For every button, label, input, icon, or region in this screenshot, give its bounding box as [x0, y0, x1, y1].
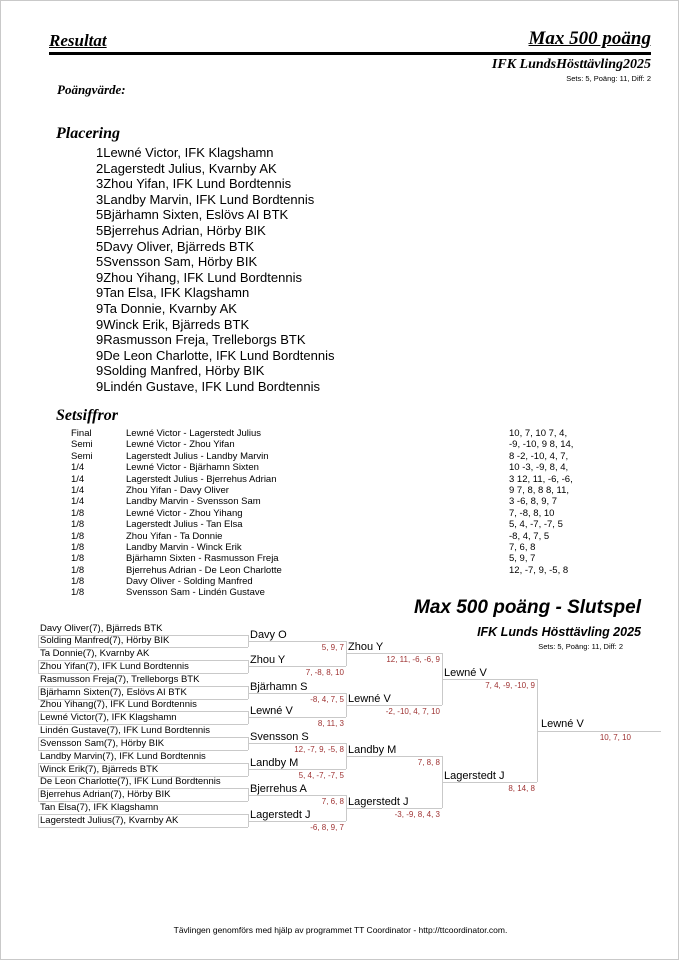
bracket-player: Zhou Yifan(7), IFK Lund Bordtennis — [40, 661, 189, 672]
placement-row — [96, 301, 335, 317]
match-score: 10, 7, 10 7, 4, — [509, 428, 568, 439]
placement-row — [96, 192, 335, 208]
match-score: 12, -7, 9, -5, 8 — [509, 564, 569, 576]
set-score-row — [71, 508, 631, 519]
bracket-winner: Lagerstedt J — [444, 770, 505, 782]
placement-player: De Leon Charlotte, IFK Lund Bordtennis — [103, 347, 335, 363]
bracket-score: 8, 14, 8 — [508, 784, 535, 793]
set-score-row — [71, 519, 631, 530]
bracket-connector — [38, 660, 39, 673]
bracket-connector — [346, 808, 442, 809]
bracket-connector — [346, 653, 442, 654]
placement-rank: 3 — [96, 176, 104, 192]
bracket-score: 7, 6, 8 — [321, 797, 344, 806]
placement-row — [96, 363, 335, 379]
placement-player: Davy Oliver, Bjärreds BTK — [103, 238, 255, 254]
placement-rank: 9 — [96, 347, 104, 363]
tournament-subtitle: IFK LundsHösttävling2025 — [491, 57, 651, 72]
match-score: 3 -6, 8, 9, 7 — [509, 496, 558, 508]
placement-row — [96, 239, 335, 255]
header-rule — [49, 52, 651, 55]
bracket-winner: Lewné V — [250, 705, 293, 717]
placement-player: Bjerrehus Adrian, Hörby BIK — [103, 222, 266, 238]
match-players: Bjärhamn Sixten - Rasmusson Freja — [126, 553, 279, 565]
placement-player: Lindén Gustave, IFK Lund Bordtennis — [103, 378, 321, 394]
placement-player: Ta Donnie, Kvarnby AK — [103, 300, 237, 316]
placement-player: Svensson Sam, Hörby BIK — [103, 254, 258, 270]
placement-player: Zhou Yihang, IFK Lund Bordtennis — [103, 269, 302, 285]
bracket-player: Davy Oliver(7), Bjärreds BTK — [40, 623, 163, 634]
round-label: 1/8 — [71, 564, 85, 576]
placement-row — [96, 161, 335, 177]
round-label: 1/8 — [71, 541, 85, 553]
bracket-connector — [248, 666, 346, 667]
bracket-player: Bjärhamn Sixten(7), Eslövs AI BTK — [40, 687, 187, 698]
match-score: -8, 4, 7, 5 — [509, 530, 550, 542]
placement-player: Landby Marvin, IFK Lund Bordtennis — [103, 191, 315, 207]
bracket-player: Rasmusson Freja(7), Trelleborgs BTK — [40, 674, 200, 685]
bracket-player: Tan Elsa(7), IFK Klagshamn — [40, 802, 159, 813]
match-players: Lewné Victor - Zhou Yifan — [126, 439, 235, 451]
match-score: 5, 4, -7, -7, 5 — [509, 519, 563, 531]
placement-player: Tan Elsa, IFK Klagshamn — [103, 285, 250, 301]
placement-row — [96, 207, 335, 223]
bracket-player: Svensson Sam(7), Hörby BIK — [40, 738, 165, 749]
match-score: 7, 6, 8 — [509, 541, 536, 553]
match-players: Zhou Yifan - Ta Donnie — [126, 530, 223, 542]
round-label: 1/4 — [71, 462, 85, 474]
footer-credit: Tävlingen genomförs med hjälp av programmet TT Coordinator - http://ttcoordinator.com. — [173, 925, 508, 935]
match-players: Landby Marvin - Winck Erik — [126, 541, 242, 553]
bracket-connector — [346, 705, 442, 706]
bracket-winner: Lagerstedt J — [348, 796, 409, 808]
match-score: 10 -3, -9, 8, 4, — [509, 462, 569, 474]
set-scores-table — [71, 428, 631, 599]
bracket-winner: Landby M — [348, 744, 397, 756]
bracket-player: Bjerrehus Adrian(7), Hörby BIK — [40, 789, 171, 800]
bracket-score: 7, -8, 8, 10 — [305, 668, 344, 677]
bracket-winner: Lewné V — [444, 667, 487, 679]
bracket-connector — [38, 827, 248, 828]
placement-player: Lagerstedt Julius, Kvarnby AK — [103, 160, 277, 176]
set-score-row — [71, 576, 631, 587]
bracket-score: 8, 11, 3 — [317, 719, 344, 728]
placement-rank: 2 — [96, 160, 104, 176]
match-players: Lagerstedt Julius - Landby Marvin — [126, 450, 269, 462]
placement-rank: 5 — [96, 222, 104, 238]
bracket-match-rules: Sets: 5, Poäng: 11, Diff: 2 — [538, 642, 623, 651]
match-score: 9 7, 8, 8 8, 11, — [509, 484, 570, 496]
match-score: 8 -2, -10, 4, 7, — [509, 450, 569, 462]
setsiffror-heading: Setsiffror — [56, 407, 118, 424]
match-score — [509, 576, 631, 587]
placement-row — [96, 254, 335, 270]
bracket-champion: Lewné V — [541, 718, 584, 730]
bracket-player: De Leon Charlotte(7), IFK Lund Bordtennis — [40, 776, 221, 787]
set-score-row — [71, 439, 631, 450]
placement-row — [96, 379, 335, 395]
set-score-row — [71, 485, 631, 496]
placement-rank: 9 — [96, 269, 104, 285]
bracket-score: 5, 9, 7 — [321, 643, 344, 652]
bracket-score: 7, 4, -9, -10, 9 — [485, 681, 535, 690]
bracket-winner: Bjärhamn S — [250, 681, 308, 693]
round-label: 1/8 — [71, 553, 85, 565]
bracket-score: -8, 4, 7, 5 — [310, 695, 344, 704]
round-label: 1/8 — [71, 519, 85, 531]
bracket-subtitle: IFK Lunds Hösttävling 2025 — [477, 625, 641, 639]
match-players: Lewné Victor - Bjärhamn Sixten — [126, 462, 259, 474]
bracket-winner: Svensson S — [250, 731, 309, 743]
bracket-connector — [442, 782, 537, 783]
placement-player: Rasmusson Freja, Trelleborgs BTK — [103, 332, 306, 348]
match-players: Lagerstedt Julius - Tan Elsa — [126, 519, 243, 531]
bracket-player: Lewné Victor(7), IFK Klagshamn — [40, 712, 177, 723]
placement-rank: 1 — [96, 145, 104, 160]
round-label: Final — [71, 428, 92, 439]
match-score: 5, 9, 7 — [509, 553, 536, 565]
match-players: Landby Marvin - Svensson Sam — [126, 496, 261, 508]
match-players: Zhou Yifan - Davy Oliver — [126, 484, 229, 496]
placement-rank: 9 — [96, 300, 104, 316]
placement-row — [96, 270, 335, 286]
placement-row — [96, 285, 335, 301]
bracket-connector — [38, 763, 39, 776]
match-score: -9, -10, 9 8, 14, — [509, 439, 574, 451]
set-score-row — [71, 565, 631, 576]
bracket-score: -3, -9, 8, 4, 3 — [394, 810, 440, 819]
bracket-score: 10, 7, 10 — [599, 733, 631, 742]
bracket-score: -6, 8, 9, 7 — [310, 823, 344, 832]
bracket-connector — [248, 821, 346, 822]
placement-player: Bjärhamn Sixten, Eslövs AI BTK — [103, 207, 289, 223]
set-score-row — [71, 553, 631, 564]
round-label: 1/8 — [71, 576, 85, 588]
placement-player: Winck Erik, Bjärreds BTK — [103, 316, 250, 332]
match-players: Lewné Victor - Lagerstedt Julius — [126, 428, 262, 439]
match-players: Svensson Sam - Lindén Gustave — [126, 587, 265, 599]
placement-player: Lewné Victor, IFK Klagshamn — [103, 145, 274, 160]
placement-rank: 9 — [96, 332, 104, 348]
match-players: Lagerstedt Julius - Bjerrehus Adrian — [126, 473, 277, 485]
set-score-row — [71, 474, 631, 485]
placement-rank: 5 — [96, 207, 104, 223]
placement-rank: 9 — [96, 285, 104, 301]
bracket-connector — [248, 641, 346, 642]
round-label: Semi — [71, 439, 93, 451]
points-value-label: Poängvärde: — [57, 82, 126, 97]
bracket-player: Zhou Yihang(7), IFK Lund Bordtennis — [40, 699, 197, 710]
placement-list — [96, 145, 335, 395]
placement-row — [96, 348, 335, 364]
class-title: Max 500 poäng — [528, 28, 651, 49]
placement-rank: 9 — [96, 378, 104, 394]
bracket-winner: Landby M — [250, 757, 299, 769]
bracket-score: 12, -7, 9, -5, 8 — [294, 745, 344, 754]
report-title: Resultat — [49, 31, 107, 50]
match-score: 3 12, 11, -6, -6, — [509, 473, 573, 485]
bracket-winner: Zhou Y — [250, 654, 286, 666]
bracket-score: 5, 4, -7, -7, 5 — [298, 771, 344, 780]
bracket-connector — [38, 788, 39, 801]
round-label: Semi — [71, 450, 93, 462]
round-label: 1/8 — [71, 530, 85, 542]
bracket-connector — [537, 731, 661, 732]
bracket-connector — [38, 635, 39, 647]
placement-rank: 9 — [96, 363, 104, 379]
bracket-player: Winck Erik(7), Bjärreds BTK — [40, 764, 159, 775]
match-players: Bjerrehus Adrian - De Leon Charlotte — [126, 564, 282, 576]
bracket-player: Lagerstedt Julius(7), Kvarnby AK — [40, 815, 179, 826]
bracket-player: Lindén Gustave(7), IFK Lund Bordtennis — [40, 725, 211, 736]
round-label: 1/4 — [71, 473, 85, 485]
round-label: 1/8 — [71, 507, 85, 519]
placering-heading: Placering — [56, 125, 120, 142]
placement-row — [96, 223, 335, 239]
bracket-connector — [346, 756, 442, 757]
match-players: Lewné Victor - Zhou Yihang — [126, 507, 243, 519]
placement-player: Zhou Yifan, IFK Lund Bordtennis — [103, 176, 292, 192]
bracket-score: 7, 8, 8 — [417, 758, 440, 767]
bracket-winner: Lagerstedt J — [250, 809, 311, 821]
placement-rank: 5 — [96, 254, 104, 270]
placement-rank: 9 — [96, 316, 104, 332]
set-score-row — [71, 531, 631, 542]
bracket-player: Solding Manfred(7), Hörby BIK — [40, 635, 170, 646]
bracket-connector — [38, 711, 39, 724]
placement-player: Solding Manfred, Hörby BIK — [103, 363, 265, 379]
placement-rank: 5 — [96, 238, 104, 254]
bracket-connector — [442, 679, 537, 680]
bracket-winner: Zhou Y — [348, 641, 384, 653]
placement-row — [96, 317, 335, 333]
bracket-score: 12, 11, -6, -6, 9 — [386, 655, 440, 664]
placement-row — [96, 145, 335, 161]
bracket-connector — [248, 769, 346, 770]
set-score-row — [71, 428, 631, 439]
bracket-connector — [38, 737, 39, 750]
bracket-title: Max 500 poäng - Slutspel — [414, 597, 641, 618]
bracket-connector — [248, 743, 346, 744]
bracket-winner: Lewné V — [348, 693, 391, 705]
bracket-connector — [38, 814, 39, 827]
bracket-connector — [38, 686, 39, 699]
match-players: Davy Oliver - Solding Manfred — [126, 576, 253, 588]
match-rules: Sets: 5, Poäng: 11, Diff: 2 — [566, 74, 651, 83]
bracket-connector — [248, 693, 346, 694]
match-score: 7, -8, 8, 10 — [509, 507, 555, 519]
bracket-player: Landby Marvin(7), IFK Lund Bordtennis — [40, 751, 206, 762]
bracket-player: Ta Donnie(7), Kvarnby AK — [40, 648, 150, 659]
round-label: 1/4 — [71, 484, 85, 496]
round-label: 1/8 — [71, 587, 85, 599]
set-score-row — [71, 451, 631, 462]
bracket-connector — [248, 795, 346, 796]
round-label: 1/4 — [71, 496, 85, 508]
bracket-connector — [248, 717, 346, 718]
set-score-row — [71, 542, 631, 553]
bracket-score: -2, -10, 4, 7, 10 — [385, 707, 440, 716]
placement-row — [96, 332, 335, 348]
bracket-winner: Bjerrehus A — [250, 783, 307, 795]
bracket-winner: Davy O — [250, 629, 287, 641]
placement-rank: 3 — [96, 191, 104, 207]
set-score-row — [71, 496, 631, 507]
set-score-row — [71, 462, 631, 473]
placement-row — [96, 176, 335, 192]
